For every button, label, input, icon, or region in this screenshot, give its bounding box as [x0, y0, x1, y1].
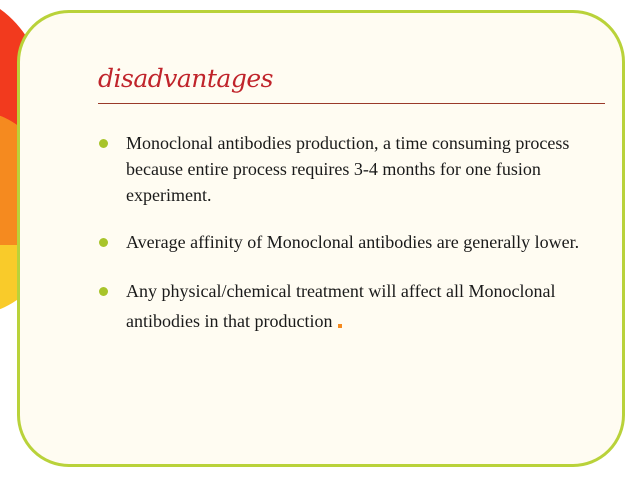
bullet-text: Average affinity of Monoclonal antibodies are generally lower.: [126, 232, 580, 252]
bullet-dot-icon: [99, 287, 108, 296]
bullet-dot-icon: [99, 139, 108, 148]
bullet-item: [98, 276, 598, 336]
bullet-dot-icon: [99, 238, 108, 247]
bullet-item: [98, 130, 598, 208]
slide-title: disadvantages: [98, 64, 273, 93]
bullet-list: [98, 130, 598, 336]
period-dot-icon: [338, 324, 342, 328]
bullet-text: Any physical/chemical treatment will affect all Monoclonal antibodies in that production: [126, 281, 556, 331]
bullet-text: Monoclonal antibodies production, a time consuming process because entire process requires 3-4 months for one fusion experiment.: [126, 133, 570, 205]
title-divider: [98, 103, 605, 104]
bullet-item: [98, 229, 598, 255]
